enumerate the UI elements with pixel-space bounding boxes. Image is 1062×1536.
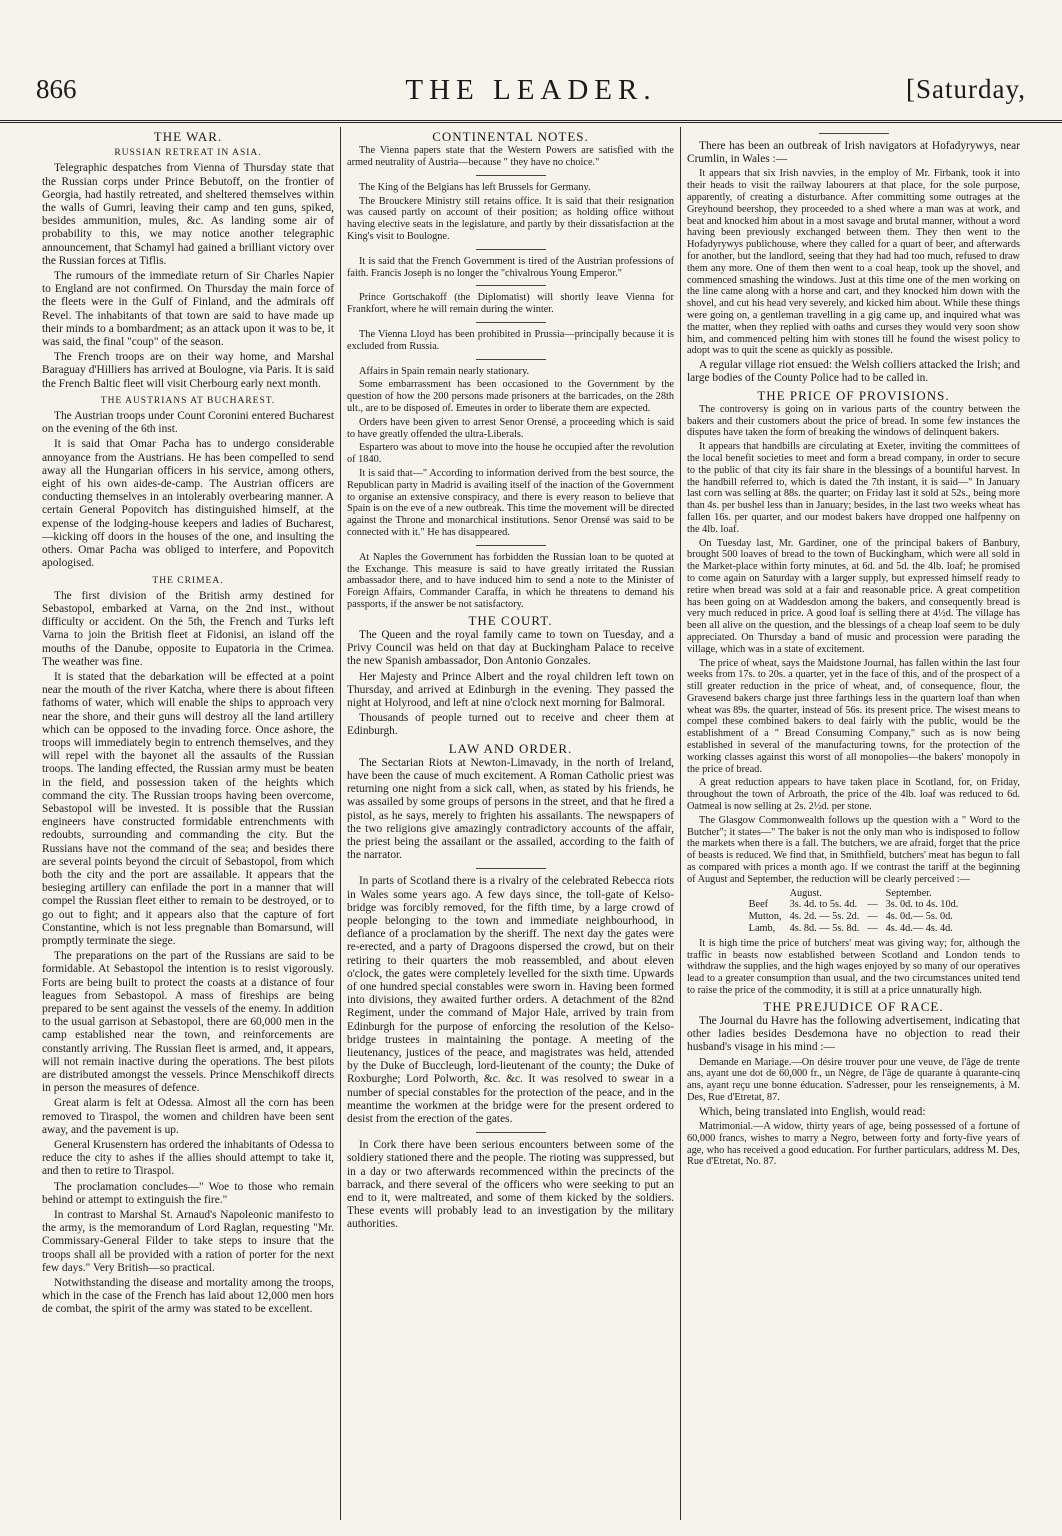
paragraph: Espartero was about to move into the house he occupied after the revolution of 1840.	[347, 442, 674, 466]
separator	[476, 322, 546, 323]
provisions-body	[687, 404, 1020, 997]
continental-notes	[347, 145, 674, 611]
paragraph: It is said that—" According to information derived from the best source, the Republican party in Madrid is availing itself of the inaction of the Government to organise an extensive conspiracy, and there is every reason to believe that Spain is on the eve of a new outbreak. This time the movement will be directed against the Throne and monarchical institutions. Senor Orensé was said to be connected with it." He has disappeared.	[347, 467, 674, 538]
paragraph: A regular village riot ensued: the Welsh colliers attacked the Irish; and large bodies of the County Police had to be called in.	[687, 359, 1020, 385]
paragraph: A great reduction appears to have taken place in Scotland, for, on Friday, throughout the town of Arbroath, the price of the 4lb. loaf was reduced to 6d. Oatmeal is now selling at 2s. 2½d. per stone.	[687, 777, 1020, 813]
paragraph: The Sectarian Riots at Newton-Limavady, in the north of Ireland, have been the cause of much excitement. A Roman Catholic priest was returning one night from a sick call, when, as stated by his friends, he was assailed by some groups of persons in the street, and that he fired a pistol, as he says, merely to frighten his assailants. The newspapers of the two religions give amazingly contradictory accounts of the affair, the priest being the assailant or the assailed, according to the faith of the narrator.	[347, 756, 674, 862]
issue-day: [Saturday,	[906, 74, 1026, 104]
paragraph: The controversy is going on in various parts of the country between the bakers and their customers about the price of bread. In some few instances the disputes have taken the form of breaking the windows of delinquent bakers.	[687, 403, 1020, 439]
paragraph: The price of wheat, says the Maidstone Journal, has fallen within the last four weeks from 17s. to 20s. a quarter, yet in the face of this, and of the prospect of a still greater reduction in the price of wheat, and, of consequence, flour, the Gravesend bakers charge just three farthings less in the quartern loaf than when wheat was 89s. the quarter, instead of 56s. its present price. The wisest means to compel these combined bakers to deal fairly with the public, would be the establishment of a " Bread Consuming Company," such as is now being established in several of the manufacturing towns, for the protection of the working classes against this worst of all monopolies—the bakers' monopoly in the price of bread.	[687, 657, 1020, 775]
paragraph: The preparations on the part of the Russians are said to be formidable. At Sebastopol the intention is to resist vigorously. Forts are being built to protect the coasts at a distance of four leagues from Sebastopol. A mass of fireships are being prepared to be sent against the vessels of the enemy. In addition to the usual garrison at Sebastopol, there are 60,000 men in the camp established near the town, and reinforcements are constantly arriving. The Russian fleet is armed, and, it appears, will not remain inactive during the operations. The best pilots are distributed amongst the vessels. Prince Menschikoff directs in person the measures of defence.	[42, 950, 334, 1095]
paragraph: Prince Gortschakoff (the Diplomatist) will shortly leave Vienna for Frankfort, where he will remain during the winter.	[347, 292, 674, 316]
separator	[476, 545, 546, 546]
table-row: Beef 3s. 4d. to 5s. 4d. — 3s. 0d. to 4s. 10d.	[748, 899, 959, 911]
meat-price-table	[745, 888, 963, 935]
columns	[36, 127, 1026, 1520]
paragraph: It is high time the price of butchers' meat was giving way; for, although the traffic in beasts now established between Scotland and London tends to withdraw the supplies, and the high wages enjoyed by so many of our operatives lead to a greater consumption than usual, and the two circumstances united tend to raise the price of the commodity, it is still at a price unnaturally high.	[687, 937, 1020, 997]
paragraph: It appears that six Irish navvies, in the employ of Mr. Firbank, took it into their heads to visit the railway labourers at that place, for the sole purpose, apparently, of creating a disturbance. After committing some outrages at the Greyhound beershop, they proceeded to a shed where a man was at work, and beat and knocked him about in a most savage and brutal manner, without a word having been previously exchanged between them. They then went to the Hofadyrywys publichouse, where they called for a quart of beer, and afterwards for another, but the landlord, seeing that they had had too much, refused to draw them any more. One of them then went to a coal heap, took up the shovel, and commenced smashing the windows. Just at this time one of the men working on the line came along with a horse and cart, and they knocked him down with the shovel, and cut his head very severely, and kicked him about. While these things were going on, a gentleman travelling in a gig came up, and inquired what was the matter, when they replied with oaths and curses they would very soon show him, and commenced pelting him with stones till he found the wisest policy to adopt was to quit the scene as quickly as possible.	[687, 168, 1020, 357]
separator	[476, 175, 546, 176]
table-header-september: September.	[885, 887, 932, 899]
separator	[476, 249, 546, 250]
law-title: LAW AND ORDER.	[448, 740, 573, 756]
column-1	[36, 127, 340, 1520]
paragraph: The Queen and the royal family came to town on Tuesday, and a Privy Council was held on that day at Buckingham Palace to receive the new Spanish ambassador, Don Antonio Gonzales.	[347, 628, 674, 668]
paragraph: The proclamation concludes—" Woe to those who remain behind or attempt to extinguish the fire."	[42, 1180, 334, 1206]
paragraph: Telegraphic despatches from Vienna of Thursday state that the Russian corps under Prince Bebutoff, on the frontier of Georgia, had hastily retreated, and sheltered themselves within the walls of Gumri, leaving their camp and ten guns, spiked, besides ammunition, mules, &c. As landing some air of probability to this, we may notice another telegraphic announcement, that Schamyl had gained a brilliant victory over the Russian forces at Tiflis.	[42, 162, 334, 267]
paragraph: At Naples the Government has forbidden the Russian loan to be quoted at the Exchange. This measure is said to have greatly irritated the Russian ambassador there, and to have induced him to send a note to the Minister of Foreign Affairs, Commander Caraffa, in which he threatens to demand his passports, if the answer be not satisfactory.	[347, 551, 674, 610]
paragraph: Her Majesty and Prince Albert and the royal children left town on Thursday, and arrived at Edinburgh in the evening. They passed the night at Holyrood, and left at nine o'clock next morning for Balmoral.	[347, 670, 674, 709]
prejudice-quote	[687, 1057, 1020, 1104]
law-quote	[687, 168, 1020, 357]
prejudice-title: THE PREJUDICE OF RACE.	[763, 998, 944, 1014]
paragraph: The Austrian troops under Count Coronini entered Bucharest on the evening of the 6th inst.	[42, 410, 334, 436]
table-row: Mutton, 4s. 2d. — 5s. 2d. — 4s. 0d.— 5s. 0d.	[748, 911, 953, 923]
table-header-august: August.	[789, 887, 822, 899]
continental-title: CONTINENTAL NOTES.	[432, 129, 589, 144]
paragraph: It appears that handbills are circulating at Exeter, inviting the committees of the local benefit societies to meet and form a bread company, in order to secure to the public of that city its fair share in the blessings of a bountiful harvest. In the handbill referred to, which is dated the 7th instant, it is said—" In January last corn was selling at 88s. the quarter; on Friday last it sold at 52s., being more than 4s. per bushel less than in January; besides, in the last two weeks wheat has fallen 16s. per quarter, and our modest bakers have dropped one halfpenny on the 4lb. loaf.	[687, 441, 1020, 535]
paragraph: Some embarrassment has been occasioned to the Government by the question of how the 200 persons made prisoners at the barricades, on the 28th ult., are to be disposed of. Emeutes in order to liberate them are expected.	[347, 379, 674, 414]
paragraph: It is said that the French Government is tired of the Austrian professions of faith. Francis Joseph is no longer the "chivalrous Young Emperor."	[347, 255, 674, 279]
war-subhead-crimea: THE CRIMEA.	[152, 575, 224, 586]
paragraph: The King of the Belgians has left Brussels for Germany.	[359, 181, 591, 193]
paragraph: The rumours of the immediate return of Sir Charles Napier to England are not confirmed. On Thursday the main force of the fleets were in the Gulf of Finland, and the admirals off Revel. The inhabitants of that town are said to have made up their minds to a bombardment; as an attack upon it was to be, it was said, the final "coup" of the season.	[42, 270, 334, 349]
paragraph: It is stated that the debarkation will be effected at a point near the mouth of the river Katcha, where there is about fifteen fathoms of water, which will enable the ships to approach very near the shore, and their guns will destroy all the land artillery which can be opposed to the invading force. Once ashore, the troops will immediately begin to entrench themselves, and they will repel with the bayonet all the assaults of the Russian troops. The landing effected, the Russian army must be beaten in the field, and possession taken of the heights which command the city. The Russian troops having been overcome, Sebastopol will be invested. It is possible that the Russian engineers have constructed formidable entrenchments with redoubts, surrounding and commanding the city. But the Russians have not the command of the sea; and besides there are several points beyond the circuit of Sebastopol, from which both the city and the port are assailable. It appears that the besieging artillery can enfilade the port in a manner that will compel the Russian fleet either to remain to be destroyed, or to go out to fight; and it appears also that the capture of fort Constantine, which is not less pregnable than Bomarsund, will promptly terminate the siege.	[42, 670, 334, 947]
separator	[819, 133, 889, 134]
newspaper-title: THE LEADER.	[405, 74, 657, 106]
paragraph: In Cork there have been serious encounters between some of the soldiery stationed there and the people. The rioting was suppressed, but in a day or two afterwards recommenced within the precincts of the barrack, and there several of the officers who were seeking to put an end to it, were maltreated, and some of them kicked by the soldiers. These events will probably lead to an investigation by the military authorities.	[347, 1139, 674, 1231]
war-subhead-asia: RUSSIAN RETREAT IN ASIA.	[114, 148, 262, 159]
table-row: Lamb, 4s. 8d. — 5s. 8d. — 4s. 4d.— 4s. 4d.	[748, 923, 953, 935]
table-header-row	[745, 888, 963, 900]
separator	[476, 285, 546, 286]
paragraph: The French troops are on their way home, and Marshal Baraguay d'Hilliers has arrived at Boulogne, via Paris. It is said the French Baltic fleet will visit Cherbourg early next month.	[42, 351, 334, 390]
separator	[476, 359, 546, 360]
paragraph: Great alarm is felt at Odessa. Almost all the corn has been removed to Tiraspol, the women and children have been sent away, and the pavement is up.	[42, 1097, 334, 1136]
war-subhead-austrians: THE AUSTRIANS AT BUCHAREST.	[100, 395, 276, 406]
paragraph: In parts of Scotland there is a rivalry of the celebrated Rebecca riots in Wales some years ago. A few days since, the toll-gate of Kelso-bridge was forcibly removed, for the fifth time, by a large crowd of people belonging to the town and immediate neighbourhood, in defiance of a proclamation by the sheriff. The next day the gates were re-erected, and a party of Dragoons dispersed the crowd, but on their retiring to their quarters the mob reassembled, and about eleven o'clock, the gates were completely levelled for the sixth time. Upwards of one hundred special constables were sworn in. Having been formed into divisions, they awaited further orders. A detachment of the 82nd Regiment, under the command of Major Hale, arrived by train from Edinburgh for the purpose of enforcing the resolution of the Kelso-bridge trustees in maintaining the pontage. A meeting of the lieutenancy, justices of the peace, and magistrates was held, attended by the Duke of Buccleugh, lord-lieutenant of the county; the Duke of Roxburghe; Lord Polworth, &c. &c. It was resolved to swear in a number of special constables for the protection of the peace, and in the meantime the workmen at the bridge were for the present ordered to desist from the erection of the gates.	[347, 875, 674, 1126]
paragraph: The Glasgow Commonwealth follows up the question with a " Word to the Butcher"; it states—" The baker is not the only man who is indisposed to follow the markets when there is a fall. The butchers, we are afraid, forget that the price of beasts is reduced. We find that, in Smithfield, butchers' meat has begun to fall as compared with prices a month ago. If we contrast the tariff at the beginning of August and September, the reduction will be clearly perceived :—	[687, 814, 1020, 885]
prejudice-translation	[687, 1121, 1020, 1168]
masthead	[36, 74, 1026, 114]
paragraph: The first division of the British army destined for Sebastopol, embarked at Varna, on the 2nd inst., without difficulty or accident. On the 5th, the French and Turks left Varna to join the British fleet at Fidonisi, an island off the mouths of the Danube, opposite to Eupatoria in the Crimea. The weather was fine.	[42, 589, 334, 668]
column-3	[680, 127, 1026, 1520]
paragraph: The Brouckere Ministry still retains office. It is said that their resignation was caused partly on account of their position; as holding office without having elective seats in the legislature, and partly by their dissatisfaction at the King's visit to Boulogne.	[347, 195, 674, 242]
header-rule	[0, 120, 1062, 123]
paragraph: There has been an outbreak of Irish navigators at Hofadyrywys, near Crumlin, in Wales :—	[687, 140, 1020, 166]
paragraph: The Vienna Lloyd has been prohibited in Prussia—principally because it is excluded from Russia.	[347, 328, 674, 352]
provisions-title: THE PRICE OF PROVISIONS.	[757, 387, 950, 403]
paragraph: In contrast to Marshal St. Arnaud's Napoleonic manifesto to the army, is the memorandum of Lord Raglan, requesting "Mr. Commissary-General Filder to take steps to insure that the troops shall all be provided with a ration of porter for the next few days." Very British—so practical.	[42, 1209, 334, 1274]
separator	[476, 868, 546, 869]
paragraph: Notwithstanding the disease and mortality among the troops, which in the case of the French has laid about 12,000 men hors de combat, the spirit of the army was stated to be excellent.	[42, 1277, 334, 1316]
paragraph: Thousands of people turned out to receive and cheer them at Edinburgh.	[347, 712, 674, 738]
separator	[476, 1132, 546, 1133]
paragraph: The Journal du Havre has the following advertisement, indicating that other ladies besides Desdemona have no objection to read their husband's visage in his mind :—	[687, 1015, 1020, 1054]
war-title: THE WAR.	[153, 129, 223, 144]
paragraph: It is said that Omar Pacha has to undergo considerable annoyance from the Austrians. He has been compelled to send away all the Hungarian officers in his service, among others, eight of his own aides-de-camp. The Austrian officers are conducting themselves in an intolerably overbearing manner. A certain General Popovitch has distinguished himself, at the expense of the lodging-house keepers and ladies of Bucharest,—kicking off doors in the houses of the one, and insulting the others. Omar Pacha was obliged to interfere, and Popovitch apologised.	[42, 438, 334, 570]
paragraph: Which, being translated into English, would read:	[699, 1105, 926, 1118]
paragraph: Orders have been given to arrest Senor Orensé, a proceeding which is said to have greatly offended the ultra-Liberals.	[347, 416, 674, 440]
court-title: THE COURT.	[468, 612, 553, 628]
page-number: 866	[36, 74, 77, 104]
paragraph: Affairs in Spain remain nearly stationary.	[359, 365, 530, 377]
paragraph: Matrimonial.—A widow, thirty years of age, being possessed of a fortune of 60,000 francs, wishes to marry a Negro, between forty and forty-five years of age, who has received a good education. For further particulars, address M. Des, Rue d'Etretat, No. 87.	[687, 1121, 1020, 1168]
paragraph: Demande en Mariage.—On désire trouver pour une veuve, de l'âge de trente ans, ayant une dot de 60,000 fr., un Nègre, de l'âge de quarante à quarante-cinq ans, ayant reçu une bonne éducation. S'adresser, pour les renseignements, à M. Des, Rue d'Etretat, 87.	[687, 1056, 1020, 1104]
paragraph: The Vienna papers state that the Western Powers are satisfied with the armed neutrality of Austria—because " they have no choice."	[347, 145, 674, 168]
column-2	[340, 127, 680, 1520]
paragraph: On Tuesday last, Mr. Gardiner, one of the principal bakers of Banbury, brought 500 loaves of bread to the town of Buckingham, which were all sold in the Market-place within forty minutes, at 6d. and 5d. the 4lb. loaf; he promised to come again on Saturday with a larger supply, but expressed himself ready to retire when bread was sold at a fair and reasonable price. A great competition has been going on at Waddesdon among the bakers, and consequently bread is very much reduced in price. A good loaf is selling there at 4½d. The village has been all alive on the question, and the blessings of a cheap loaf seem to be duly appreciated. On Thursday a band of music and procession were parading the village, which was in a state of excitement.	[687, 537, 1020, 655]
paragraph: General Krusenstern has ordered the inhabitants of Odessa to reduce the city to ashes if the allies should attempt to take it, and then to retire to Tiraspol.	[42, 1139, 334, 1178]
